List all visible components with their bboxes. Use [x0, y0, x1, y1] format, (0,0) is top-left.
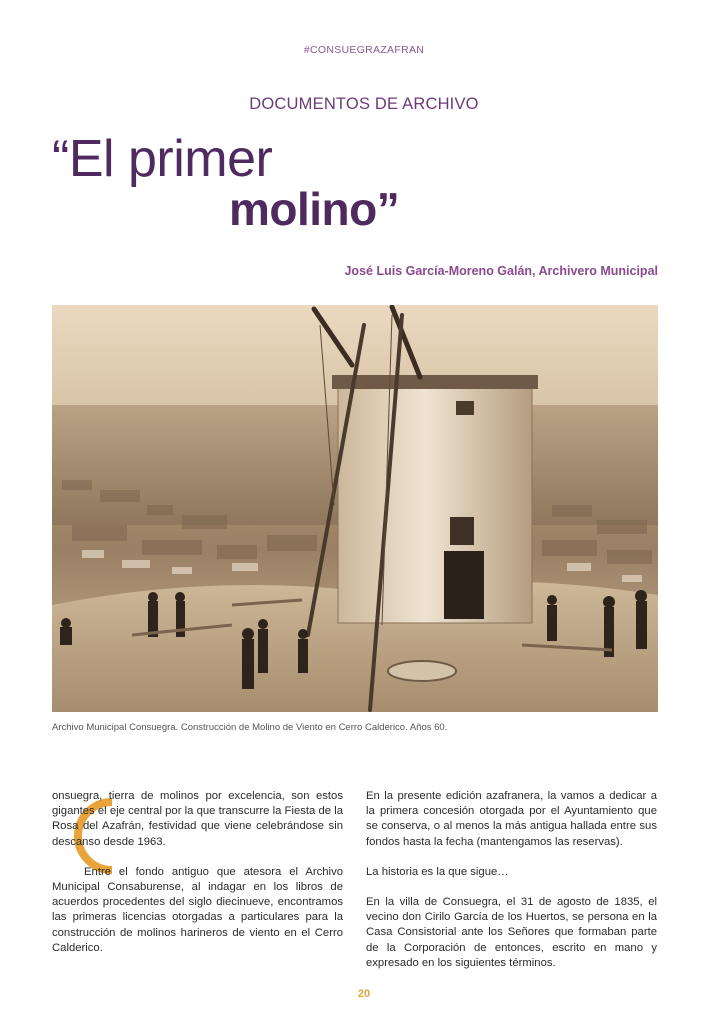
- article-paragraph: La historia es la que sigue…: [366, 865, 509, 878]
- article-paragraph: onsuegra, tierra de molinos por excelencia, son estos gigantes el eje central por la que transcurre la Fiesta de la Rosa del Azafrán, festividad que viene celebrándose sin descanso desde 1963.: [52, 790, 343, 848]
- windmill-construction-photo: [52, 305, 658, 712]
- article-paragraph: Entre el fondo antiguo que atesora el Archivo Municipal Consaburense, al indagar en los libros de acuerdos procedentes del siglo diecinueve, encontramos las primeras licencias otorgadas a particulares para la construcción de molinos harineros de viento en el Cerro Calderico.: [52, 865, 343, 954]
- article-paragraph: En la villa de Consuegra, el 31 de agosto de 1835, el vecino don Cirilo García de los Huertos, se persona en la Casa Consistorial ante los Señores que formaban parte de la Corporación de entonces, escrito en mano y expresado en los siguientes términos.: [366, 896, 657, 969]
- article-column-left: [52, 789, 343, 971]
- section-heading: DOCUMENTOS DE ARCHIVO: [249, 95, 479, 113]
- article-title-line-2: molino”: [229, 183, 400, 235]
- article-column-right: [366, 789, 657, 986]
- article-title-line-1: “El primer: [52, 130, 273, 188]
- page-number: 20: [357, 988, 371, 1000]
- hashtag: #CONSUEGRAZAFRAN: [303, 44, 425, 56]
- article-paragraph: En la presente edición azafranera, la vamos a dedicar a la primera concesión otorgada por el Ayuntamiento que se conserva, o al menos la más antigua hallada entre sus fondos hasta la fecha (mantengamos las reservas).: [366, 790, 657, 848]
- author-byline: José Luis García-Moreno Galán, Archivero Municipal: [344, 264, 658, 278]
- windmill-photo-illustration: [52, 305, 658, 712]
- photo-caption: Archivo Municipal Consuegra. Construcción de Molino de Viento en Cerro Calderico. Años 60.: [52, 722, 448, 733]
